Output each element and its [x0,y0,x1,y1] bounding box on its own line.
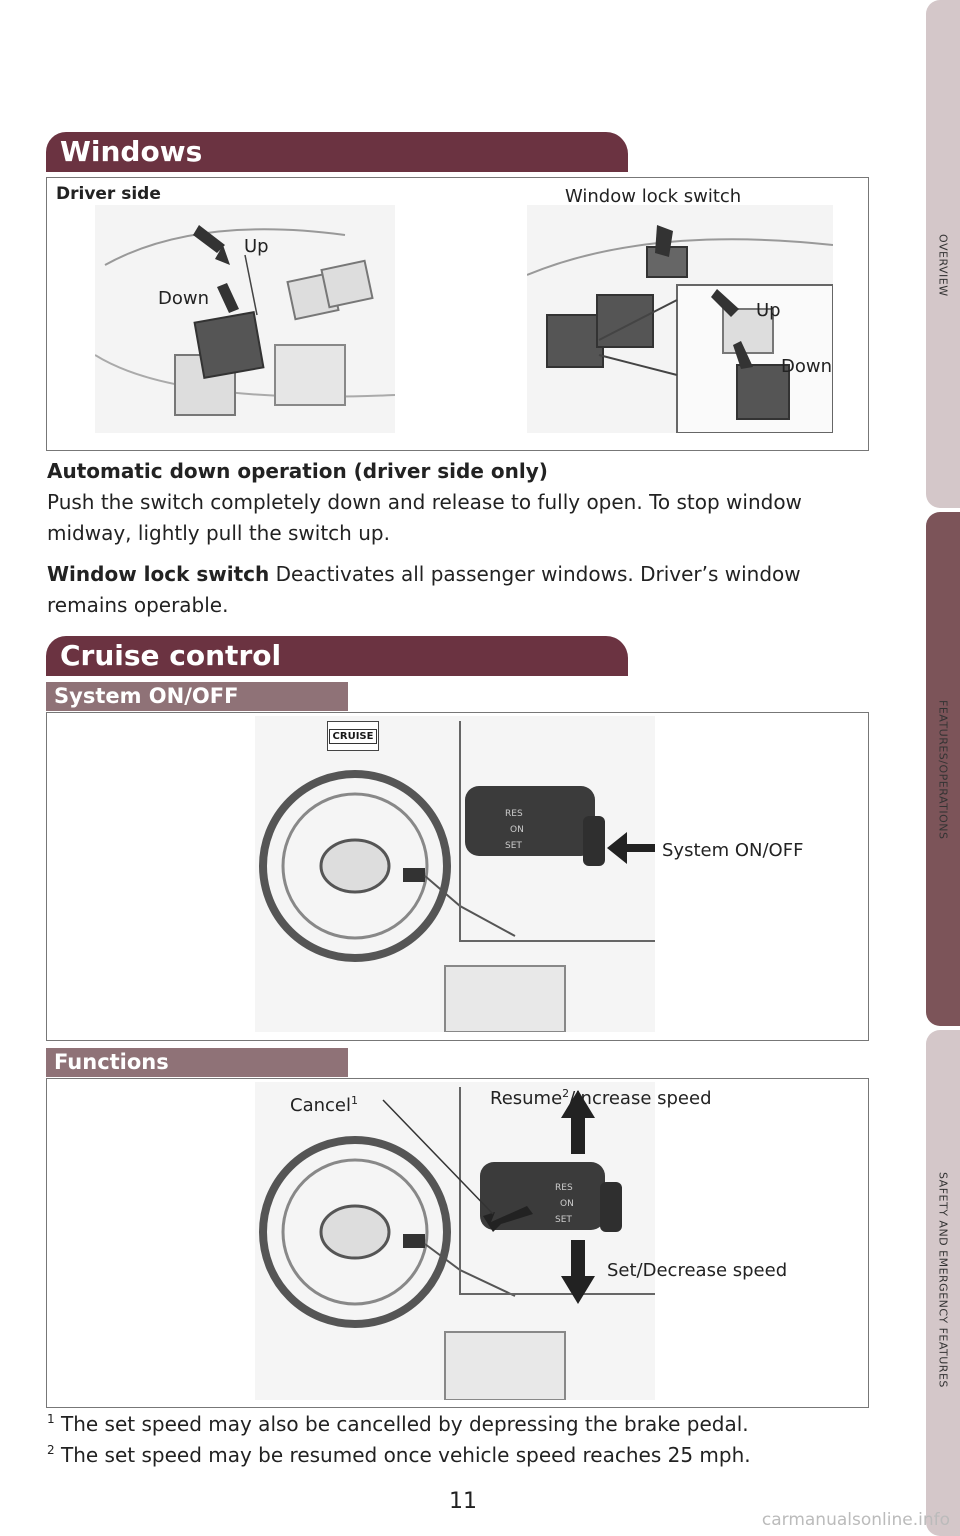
system-onoff-header-text: System ON/OFF [54,684,239,708]
footnote-2-text: The set speed may be resumed once vehicle speed reaches 25 mph. [54,1443,751,1467]
tab-features-label-box [926,650,960,890]
driver-side-label: Driver side [56,184,161,204]
auto-down-paragraph [47,456,867,549]
cruise-system-illustration [255,716,655,1032]
left-up-label: Up [244,236,269,257]
tab-features-label: FEATURES/OPERATIONS [936,700,950,840]
cruise-banner [46,636,628,676]
cruise-title: Cruise control [60,639,282,672]
functions-header-text: Functions [54,1050,169,1074]
watermark: carmanualsonline.info [761,1510,950,1530]
functions-header [46,1048,348,1077]
resume-rest-text: /Increase speed [569,1088,712,1109]
set-decrease-label: Set/Decrease speed [607,1260,788,1281]
svg-text:RES: RES [555,1183,573,1193]
footnote-2-num: 2 [47,1443,55,1457]
lock-switch-heading: Window lock switch [47,562,270,586]
svg-text:ON: ON [560,1199,574,1209]
cancel-sup: 1 [350,1094,358,1107]
lock-switch-paragraph [47,559,867,621]
tab-safety-label-box [926,1110,960,1450]
svg-text:SET: SET [555,1215,572,1225]
right-down-label: Down [781,356,833,377]
window-lock-switch-label: Window lock switch [565,186,742,207]
window-lock-illustration [527,205,833,433]
lock-switch-text: Deactivates all passenger windows. Driver’s window remains operable. [47,562,801,617]
right-up-label: Up [756,300,781,321]
auto-down-text: Push the switch completely down and release to fully open. To stop window midway, lightly pull the switch up. [47,490,802,545]
cancel-label-text: Cancel [290,1095,351,1116]
tab-overview-label: OVERVIEW [936,233,950,297]
footnote-2 [47,1443,751,1467]
resume-label-text: Resume [490,1088,563,1109]
left-down-label: Down [158,288,210,309]
system-onoff-header [46,682,348,711]
cruise-functions-illustration [255,1082,655,1400]
svg-text:SET: SET [505,841,522,851]
svg-text:RES: RES [505,809,523,819]
system-onoff-label: System ON/OFF [662,840,804,861]
windows-banner [46,132,628,172]
resume-sup: 2 [562,1087,570,1100]
resume-label [490,1087,712,1109]
cruise-badge-text: CRUISE [329,729,378,744]
windows-title: Windows [60,135,203,168]
tab-overview-label-box [926,190,960,340]
auto-down-heading: Automatic down operation (driver side only) [47,459,548,483]
tab-safety-label: SAFETY AND EMERGENCY FEATURES [936,1172,950,1388]
cancel-label [290,1094,358,1116]
footnote-1-num: 1 [47,1412,55,1426]
cruise-indicator-badge [327,721,379,751]
page-number: 11 [449,1489,477,1514]
footnote-1 [47,1412,749,1436]
footnote-1-text: The set speed may also be cancelled by depressing the brake pedal. [54,1412,749,1436]
svg-text:ON: ON [510,825,524,835]
